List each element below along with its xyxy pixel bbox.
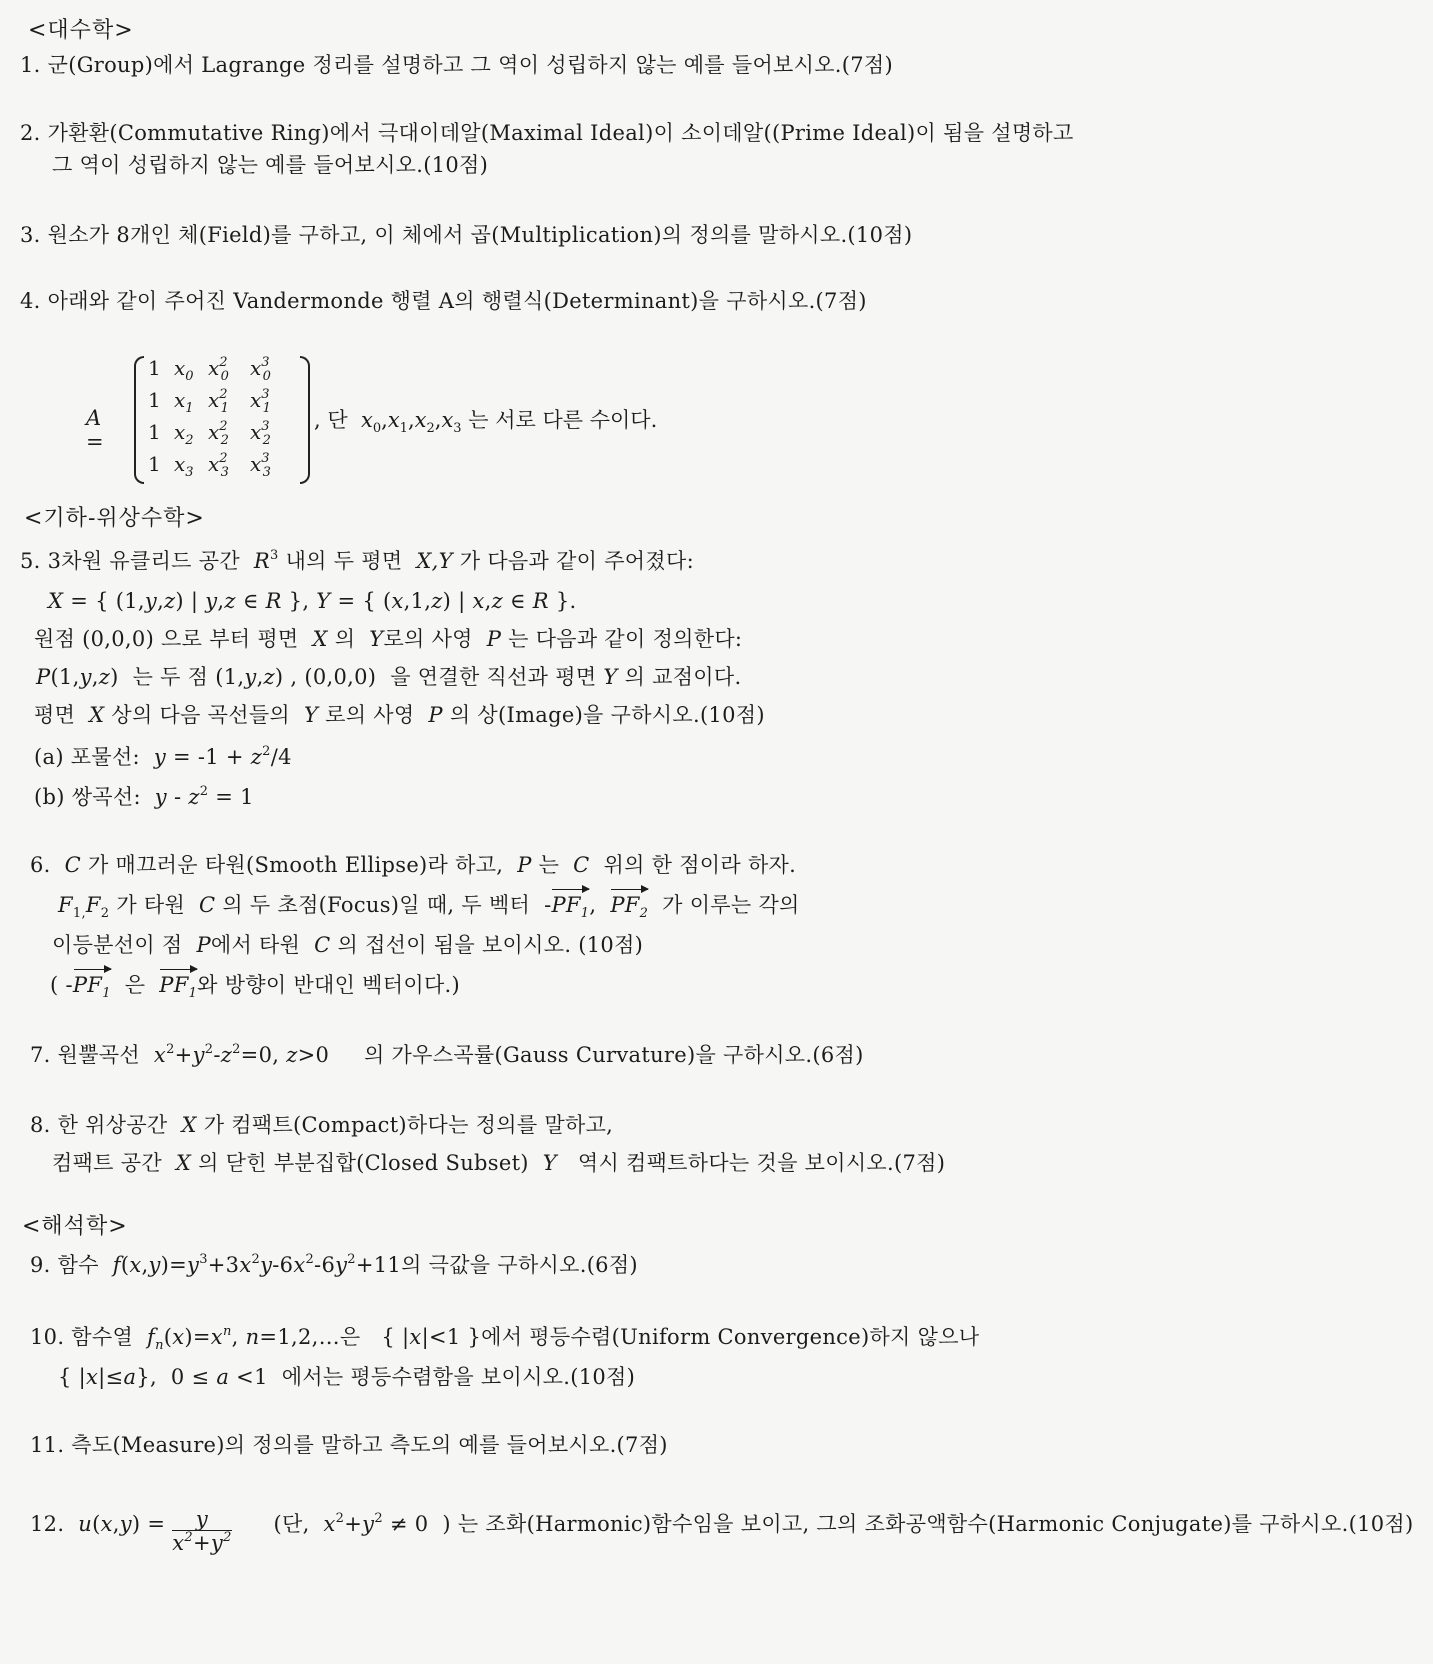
question-6-line-1: 6. C 가 매끄러운 타원(Smooth Ellipse)라 하고, P 는 C 위의 한 점이라 하자. [30,853,797,877]
question-5-line-1: 5. 3차원 유클리드 공간 $R^3$ 내의 두 평면 X,Y 가 다음과 같이 주어졌다: [20,548,694,573]
matrix-left-bracket [134,356,144,484]
matrix-entries: 1 $x_0$ $x^2_0$ $x^3_0$ 1 $x_1$ $x^2_1$ $x^3_1$ 1 $x_2$ $x^2_2$ $x^3_2$ 1 $x_3$ $x^2_3$ $x^3_3$ [148,355,271,480]
question-5-line-4: P(1,y,z) 는 두 점 (1,y,z) , (0,0,0) 을 연결한 직선과 평면 Y 의 교점이다. [36,665,742,689]
matrix-condition: , 단 $x_0,x_1,x_2,x_3$ 는 서로 다른 수이다. [314,408,658,436]
question-12: 12. u(x,y) = $\frac{y}{x^2+y^2}$ (단, $x^2+y^2 \ne 0$ ) 는 조화(Harmonic)함수임을 보이고, 그의 조화공액함수(Harmonic Conjugate)를 구하시오.(10점) [30,1507,1414,1555]
question-10-line-2: { |x|≤a}, 0 ≤ a <1 에서는 평등수렴함을 보이시오.(10점) [58,1365,636,1389]
matrix-label: A = [86,406,104,454]
section-header-geometry: <기하-위상수학> [24,506,205,531]
section-header-analysis: <해석학> [22,1214,128,1239]
question-5-line-5: 평면 X 상의 다음 곡선들의 Y 로의 사영 P 의 상(Image)을 구하시오.(10점) [34,703,765,727]
question-11: 11. 측도(Measure)의 정의를 말하고 측도의 예를 들어보시오.(7점) [30,1433,668,1457]
question-2-line-2: 그 역이 성립하지 않는 예를 들어보시오.(10점) [52,153,489,177]
question-8-line-2: 컴팩트 공간 X 의 닫힌 부분집합(Closed Subset) Y 역시 컴팩트하다는 것을 보이시오.(7점) [52,1151,946,1175]
question-6-line-2: $F_{1,}F_2$ 가 타원 C 의 두 초점(Focus)일 때, 두 벡터 $-PF_1$, $PF_2$ 가 이루는 각의 [58,893,800,921]
question-4: 4. 아래와 같이 주어진 Vandermonde 행렬 A의 행렬식(Determinant)을 구하시오.(7점) [20,289,867,313]
question-5-line-3: 원점 (0,0,0) 으로 부터 평면 X 의 Y로의 사영 P 는 다음과 같이 정의한다: [34,627,743,651]
question-5-line-2: X = { (1,y,z) | y,z ∈ R }, Y = { (x,1,z) | x,z ∈ R }. [48,589,577,613]
section-header-algebra: <대수학> [28,18,134,43]
matrix-right-bracket [300,356,310,484]
question-10-line-1: 10. 함수열 $f_n(x)=x^n$, n=1,2,…은 { |x|<1 }에서 평등수렴(Uniform Convergence)하지 않으나 [30,1324,980,1353]
fraction: $\frac{y}{x^2+y^2}$ [172,1507,232,1555]
question-6-line-4: ( $-PF_1$ 은 $PF_1$와 방향이 반대인 벡터이다.) [50,973,460,1001]
question-8-line-1: 8. 한 위상공간 X 가 컴팩트(Compact)하다는 정의를 말하고, [30,1113,614,1137]
question-2-line-1: 2. 가환환(Commutative Ring)에서 극대이데알(Maximal Ideal)이 소이데알((Prime Ideal)이 됨을 설명하고 [20,121,1074,145]
question-9: 9. 함수 $f(x,y)=y^3+3x^2y-6x^2-6y^2+11$의 극값을 구하시오.(6점) [30,1252,638,1277]
question-5-part-b: (b) 쌍곡선: $y - z^2 = 1$ [34,784,254,809]
question-7: 7. 원뿔곡선 $x^2+y^2-z^2=0$, z>0 의 가우스곡률(Gauss Curvature)을 구하시오.(6점) [30,1042,864,1067]
question-1: 1. 군(Group)에서 Lagrange 정리를 설명하고 그 역이 성립하지 않는 예를 들어보시오.(7점) [20,53,894,77]
question-6-line-3: 이등분선이 점 P에서 타원 C 의 접선이 됨을 보이시오. (10점) [52,933,644,957]
question-3: 3. 원소가 8개인 체(Field)를 구하고, 이 체에서 곱(Multiplication)의 정의를 말하시오.(10점) [20,223,913,247]
question-5-part-a: (a) 포물선: $y = -1 + z^2/4$ [34,744,292,769]
